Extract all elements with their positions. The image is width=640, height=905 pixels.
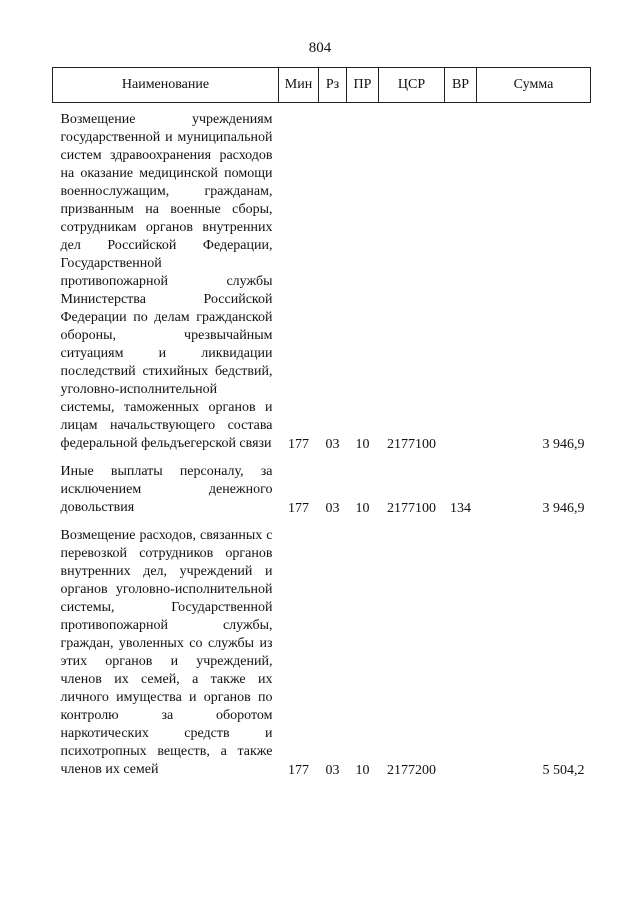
page-number: 804 bbox=[308, 40, 332, 56]
row-csr: 2177200 bbox=[387, 763, 436, 778]
row-rz: 03 bbox=[325, 501, 340, 516]
table-row bbox=[53, 103, 591, 456]
row-sum: 5 504,2 bbox=[542, 763, 585, 778]
row-csr: 2177100 bbox=[387, 501, 436, 516]
budget-table bbox=[52, 67, 591, 781]
row-min: 177 bbox=[288, 437, 309, 452]
header-rz: Рз bbox=[319, 68, 347, 103]
header-vr: ВР bbox=[445, 68, 477, 103]
row-name: Возмещение учреждениям государственной и муниципальной систем здравоохранения расходов на оказание медицинской помощи военнослужащим, гражданам, призванным на военные сборы, сотрудникам органов внутренних дел Российской Федерации, Государственной противопожарной службы Министерства Российской Федерации по делам гражданской обороны, чрезвычайным ситуациям и ликвидации последствий стихийных бедствий, уголовно-исполнительной системы, таможенных органов и лицам начальствующего состава федеральной фельдъегерской связи bbox=[60, 112, 273, 451]
row-pr: 10 bbox=[355, 437, 370, 452]
row-pr: 10 bbox=[355, 501, 370, 516]
row-csr: 2177100 bbox=[387, 437, 436, 452]
row-vr: 134 bbox=[450, 501, 471, 516]
table-row bbox=[53, 519, 591, 781]
row-name: Возмещение расходов, связанных с перевозкой сотрудников органов внутренних дел, учреждений и органов уголовно-исполнительной системы, Государственной противопожарной службы, граждан, уволенных со службы из этих органов и учреждений, членов их семей, а также их личного имущества и органов по контролю за оборотом наркотических средств и психотропных веществ, а также членов их семей bbox=[60, 528, 273, 777]
header-name: Наименование bbox=[53, 68, 279, 103]
header-csr: ЦСР bbox=[379, 68, 445, 103]
header-sum: Сумма bbox=[477, 68, 591, 103]
row-name: Иные выплаты персоналу, за исключением денежного довольствия bbox=[60, 464, 273, 515]
table-row bbox=[53, 455, 591, 519]
row-rz: 03 bbox=[325, 763, 340, 778]
table-header-row bbox=[53, 68, 591, 103]
header-pr: ПР bbox=[347, 68, 379, 103]
row-pr: 10 bbox=[355, 763, 370, 778]
row-sum: 3 946,9 bbox=[542, 501, 585, 516]
row-min: 177 bbox=[288, 501, 309, 516]
row-vr bbox=[445, 103, 477, 456]
row-sum: 3 946,9 bbox=[542, 437, 585, 452]
header-min: Мин bbox=[279, 68, 319, 103]
row-rz: 03 bbox=[325, 437, 340, 452]
row-min: 177 bbox=[288, 763, 309, 778]
row-vr bbox=[445, 519, 477, 781]
